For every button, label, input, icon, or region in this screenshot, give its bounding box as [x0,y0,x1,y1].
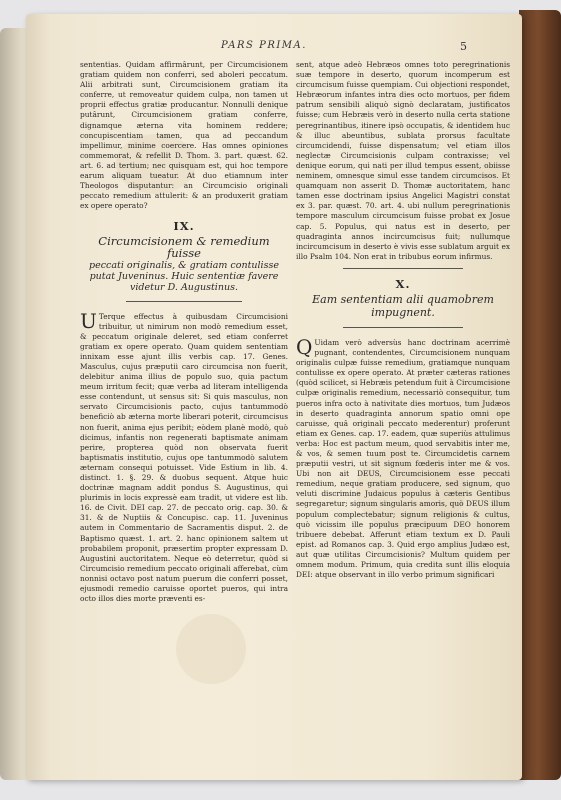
left-paragraph-top: sententias. Quidam affirmârunt, per Circumcisionem gratiam quidem non conferri, sed aboleri peccatum. Alii arbitrati sunt, Circumcisionem gratiam ita conferre, ut removeatur quidem culpa, non tamen ut proprii effectus gratiæ producantur. Nonnulli denique putârunt, Circumcisionem gratiam conferre, dignamque æterna vita hominem reddere; concupiscentiam tamen, qua ad peccandum impellimur, minime coercere. Has omnes opiniones commemorat, & refellit D. Thom. 3. part. quæst. 62. art. 6. ad tertium; nec quisquam est, qui hoc tempore earum aliquam tueatur. At duo etiamnum inter Theologos disputantur: an Circumcisio originali peccato remedium attulerit: & an produxerit gratiam ex opere operato? [80,60,288,211]
running-head: PARS PRIMA. [221,40,307,51]
section-rule [343,268,463,269]
section-number-ix: IX. [173,219,195,234]
right-paragraph-top: sent, atque adeò Hebræos omnes toto peregrinationis suæ tempore in deserto, quorum incomperum est circumcisum fuisse quempiam. Cui objectioni respondet, Hebræorum infantes intra dies octo mortuos, per fidem patrum sensibili aliquò signò declaratam, justificatos fuisse; cum Hebræis verò in deserto nulla certa statione peregrinantibus, itinere ipsò occupatis, & identidem huc & illuc abeuntibus, sublata prorsus facultate circumcidendi, fuisse dispensatum; vel etiam illos neglectæ Circumcisionis culpam contraxisse; vel denique eorum, qui nati per illud tempus essent, obiisse neminem, omnesque simul esse tandem circumcisos. Et quamquam non asserit D. Thomæ auctoritatem, hanc tamen esse doctrinam ipsius Angelici Magistri constat ex 3. par. quæst. 70. art. 4. ubi nullum peregrinationis tempore masculum circumcisum fuisse probat ex Josue cap. 5. Populus, qui natus est in deserto, per quadraginta annos incircumcisus fuit; nullumque incircumcisum in deserto è vivis esse sublatum arguit ex illo Psalm 104. Non erat in tribubus eorum infirmus. [296,60,510,261]
section-rule [126,301,242,302]
book-cover-right [519,10,561,780]
left-paragraph-main [80,308,288,605]
page-header [26,40,522,56]
left-column [80,60,288,605]
section-rule [343,327,463,328]
section-title-ix-lead: Circumcisionem & remedium fuisse [98,233,270,260]
section-title-x [296,293,510,319]
right-paragraph-main [296,334,510,580]
section-title-ix [80,233,288,293]
section-title-x-lead: Eam sententiam alii quamobrem [312,292,494,306]
page-number: 5 [460,40,467,53]
left-paragraph-main-text: Terque effectus à quibusdam Circumcisioni tribuitur, ut nimirum non modò remedium esset, & peccatum originale deleret, sed etiam conferret gratiam ex opere operato. Quam quidem sententiam innixam esse ajunt illis verbis cap. 17. Genes. Masculus, cujus præputii caro circumcisa non fuerit, delebitur anima illius de populo suo, quia pactum meum irritum fecit; quæ verba ad literam intelligenda esse contendunt, ut sensus sit: Si quis masculus, non servato Circumcisionis pacto, cujus tantummodò beneficiò ab æterna morte liberari poterit, circumcisus non fuerit, anima ejus peribit; eòdem planè modò, quò dicimus, infantis non regenerati baptismate animam perire, propterea quòd non observata fuerit baptismatis institutio, cujus ope tantummodò salutem æternam consequi potuisset. Vide Estium in lib. 4. distinct. 1. §. 29. & duobus sequent. Atque huic doctrinæ magnam addit pondus S. Augustinus, qui plurimis in locis expressè eam tradit, ut videre est lib. 16. de Civit. DEI cap. 27. de peccato orig. cap. 30. & 31. & de Nuptiis & Concupisc. cap. 11. Juveninus autem in Commentario de Sacramentis disput. 2. de Baptismo quæst. 1. art. 2. hanc opinionem saltem ut probabilem proponit, præsertim propter expressam D. Augustini auctoritatem. Neque eò deterretur, quòd si Circumcisio remedium peccato originali afferebat, cùm nonnisi octavo post natum puerum die conferri posset, ejusmodi remedio caruisse oportet pueros, qui intra octo illos dies morte præventi es- [80,311,288,604]
book-page [26,14,522,780]
section-title-ix-rest: peccati originalis, & gratiam contulisse putat Juveninus. Huic sententiæ favere videtur D. Augustinus. [89,259,279,293]
drop-cap-q: Q [296,334,313,359]
right-paragraph-main-text: Uidam verò adversùs hanc doctrinam acerrimè pugnant, contendentes, Circumcisionem nunquam originalis culpæ fuisse remedium, gratiamque nunquam contulisse ex opere operato. At præter cæteras rationes (quòd scilicet, si Hebræis petendum fuit à Circumcisione culpæ originalis remedium, necessariò consequitur, tum pueros infra octo à nativitate dies mortuos, tum Judæos in deserto quadraginta annorum spatio omni ope caruisse, quâ originali peccato mederentur) proferunt etiam ex Genes. cap. 17. eadem, quæ superiùs attulimus verba: Hoc est pactum meum, quod servabitis inter me, & vos, & semen tuum post te. Circumcidetis carnem præputii vestri, ut sit signum fœderis inter me & vos. Ubi non ait DEUS, Circumcisionem esse peccati remedium, neque gratiam producere, sed signum, quo veluti discrimine Judaicus populus à cæteris Gentibus segregaretur; signum singularis amoris, quò DEUS illum populum complectebatur; signum religionis & cultus, quò vicissim ille populus præcipuum DEO honorem tribuere debebat. Afferunt etiam textum ex D. Pauli epist. ad Romanos cap. 3. Quid ergo amplius Judæo est, aut quæ utilitas Circumcisionis? Multum quidem per omnem modum. Primum, quia credita sunt illis eloquia DEI: atque observant in illo verbo primum significari [296,337,510,580]
section-number-x: X. [395,276,411,291]
right-column [296,60,510,581]
section-title-x-rest: impugnent. [371,305,435,319]
drop-cap-u: U [80,308,97,333]
